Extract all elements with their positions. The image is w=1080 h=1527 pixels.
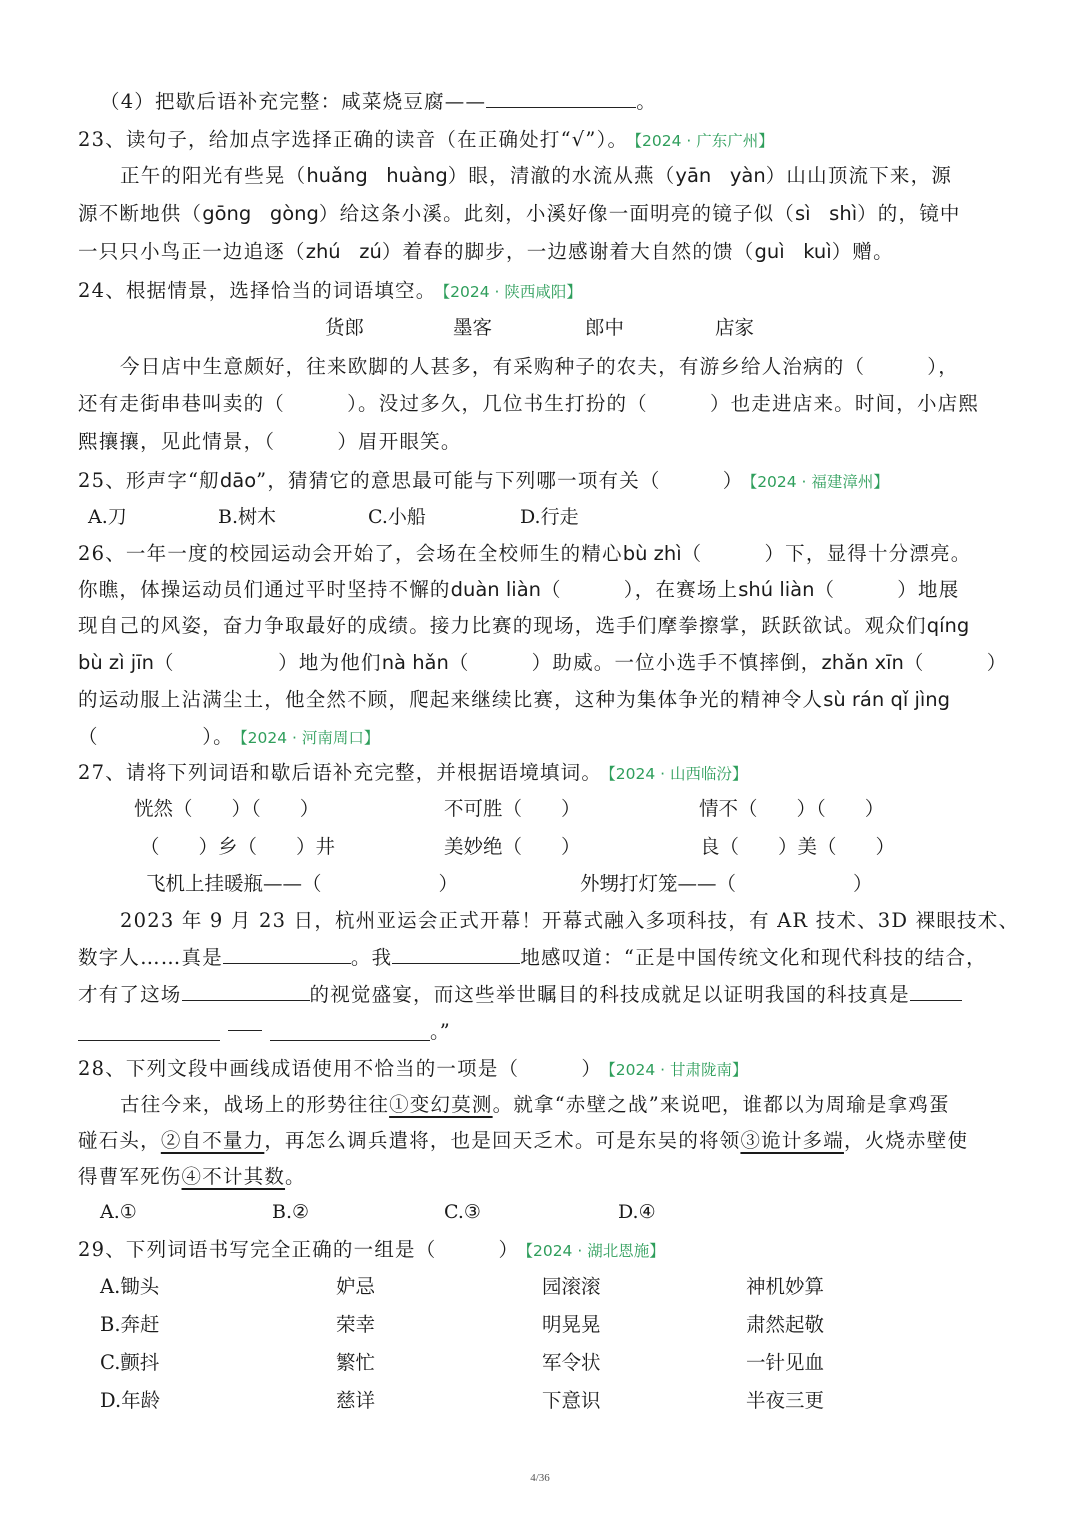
text: 。” [430, 1020, 450, 1043]
word: 肃然起敬 [746, 1313, 825, 1336]
pinyin-choice[interactable]: zhú zú [305, 240, 382, 263]
option-d[interactable]: D.④ [618, 1201, 656, 1223]
text: ”，猜猜它的意思最可能与下列哪一项有关（ ） [256, 469, 744, 492]
q29-option-a[interactable] [100, 1269, 900, 1305]
word: B.奔赶 [100, 1313, 160, 1336]
option-a[interactable]: A.刀 [88, 506, 127, 528]
word-option: 郎中 [585, 316, 625, 339]
source-tag: 【2024 · 河南周口】 [239, 729, 380, 747]
pinyin: sù rán qǐ jìng [823, 688, 951, 711]
q26-line-4 [78, 645, 1008, 681]
source-tag: 【2024 · 山西临汾】 [608, 765, 748, 783]
page-number: 4/36 [530, 1472, 550, 1484]
question-stem: 29、下列词语书写完全正确的一组是（ ） [78, 1238, 520, 1261]
pinyin: zhǎn xīn [821, 651, 904, 674]
pinyin-choice[interactable]: gōng gòng [202, 202, 319, 225]
underlined-idiom: ④不计其数 [181, 1165, 286, 1188]
pinyin: duàn liàn [450, 578, 541, 601]
q23-stem [78, 122, 1004, 158]
fill-item[interactable]: 恍然（ ）（ ） [134, 797, 320, 820]
text: 现自己的风姿，奋力争取最好的成绩。接力比赛的现场，选手们摩拳擦掌，跃跃欲试。观众们 [78, 614, 927, 637]
q24-stem [78, 273, 1004, 309]
word: D.年龄 [100, 1389, 161, 1412]
fill-item[interactable]: 美妙绝（ ） [444, 835, 581, 858]
fill-item[interactable]: （ ）乡（ ）井 [140, 835, 336, 858]
q28-line-1 [120, 1087, 1004, 1123]
source-tag: 【2024 · 广东广州】 [634, 132, 774, 150]
source-tag: 【2024 · 福建漳州】 [749, 473, 889, 491]
option-b[interactable]: B.② [272, 1201, 310, 1223]
word: 园滚滚 [542, 1275, 601, 1298]
text: 才有了这场 [78, 983, 182, 1006]
q25-stem [78, 463, 1004, 499]
word: 妒忌 [336, 1275, 376, 1298]
text: （ ） [903, 651, 1008, 674]
text: ，再怎么调兵遣将，也是回天乏术。可是东吴的将领 [264, 1129, 741, 1152]
fill-item[interactable]: 情不（ ）（ ） [699, 797, 885, 820]
q27-stem [78, 755, 1004, 791]
q22-part4-text: （4）把歇后语补充完整：咸菜烧豆腐—— [100, 90, 487, 113]
text: 你瞧，体操运动员们通过平时坚持不懈的 [78, 578, 451, 601]
q29-option-d[interactable] [100, 1383, 900, 1419]
text: 源不断地供（ [78, 202, 203, 225]
word: 慈详 [336, 1389, 376, 1412]
q29-option-b[interactable] [100, 1307, 900, 1343]
text: ）给这条小溪。此刻，小溪好像一面明亮的镜子似（ [318, 202, 795, 225]
question-stem: 27、请将下列词语和歇后语补充完整，并根据语境填词。 [78, 761, 603, 784]
fill-item[interactable]: 飞机上挂暖瓶——（ ） [146, 872, 459, 895]
pinyin-choice[interactable]: yān yàn [675, 164, 766, 187]
text: 的运动服上沾满尘土，他全然不顾，爬起来继续比赛，这种为集体争光的精神令人 [78, 688, 824, 711]
q24-line-2: 还有走街串巷叫卖的（ ）。没过多久，几位书生打扮的（ ）也走进店来。时间，小店熙 [78, 392, 980, 415]
underlined-idiom: ①变幻莫测 [389, 1093, 493, 1116]
source-tag: 【2024 · 湖北恩施】 [525, 1242, 665, 1260]
word: 半夜三更 [746, 1389, 825, 1412]
text: （ ），在赛场上 [541, 578, 739, 601]
option-d[interactable]: D.行走 [520, 506, 579, 528]
q22-part4-suffix: 。 [636, 90, 657, 113]
text: 的视觉盛宴，而这些举世瞩目的科技成就足以证明我国的科技真是 [309, 983, 910, 1006]
q26-line-5 [78, 682, 1004, 718]
q27-para-line-2 [78, 940, 1004, 976]
q23-line-1 [120, 158, 1004, 194]
text: ）的，镜中 [857, 202, 961, 225]
text: ）眼，清澈的水流从燕（ [447, 164, 676, 187]
answer-blank[interactable] [486, 85, 636, 108]
text: （ ）助威。一位小选手不慎摔倒， [448, 651, 822, 674]
pinyin: qíng [926, 614, 970, 637]
text: （ ）地为他们 [153, 651, 382, 674]
option-c[interactable]: C.小船 [368, 506, 426, 528]
q24-line-1: 今日店中生意颇好，往来欧脚的人甚多，有采购种子的农夫，有游乡给人治病的（ ）， [120, 355, 959, 378]
text: 。我 [350, 946, 393, 969]
q29-stem [78, 1232, 1004, 1268]
option-b[interactable]: B.树木 [218, 506, 277, 528]
q28-line-3 [78, 1159, 1004, 1195]
text: 古往今来，战场上的形势往往 [120, 1093, 390, 1116]
fill-item[interactable]: 不可胜（ ） [444, 797, 581, 820]
text: 数字人……真是 [78, 946, 223, 969]
question-stem: 24、根据情景，选择恰当的词语填空。 [78, 279, 437, 302]
q27-para-line-3 [78, 977, 1004, 1013]
pinyin-choice[interactable]: sì shì [795, 202, 858, 225]
word: 军令状 [542, 1351, 601, 1374]
word: 下意识 [542, 1389, 601, 1412]
text: （ ）下，显得十分漂亮。 [681, 542, 972, 565]
option-a[interactable]: A.① [100, 1201, 137, 1223]
word: A.锄头 [100, 1275, 160, 1298]
answer-blank[interactable] [270, 1024, 430, 1041]
source-tag: 【2024 · 甘肃陇南】 [608, 1061, 748, 1079]
fill-item[interactable]: 外甥打灯笼——（ ） [580, 872, 873, 895]
pinyin-choice[interactable]: huǎng huàng [306, 164, 448, 187]
word: 繁忙 [336, 1351, 376, 1374]
q26-line-6 [78, 719, 1004, 755]
text: 碰石头， [78, 1129, 161, 1152]
answer-blank[interactable] [392, 941, 520, 964]
fill-item[interactable]: 良（ ）美（ ） [700, 835, 896, 858]
q25-options [88, 499, 688, 535]
word: 神机妙算 [746, 1275, 825, 1298]
q24-line-3: 熙攘攘，见此情景，（ ）眉开眼笑。 [78, 430, 462, 453]
text: 地感叹道：“正是中国传统文化和现代科技的结合， [520, 946, 987, 969]
q27-row-2 [140, 829, 940, 865]
q27-para-line-1: 2023 年 9 月 23 日，杭州亚运会正式开幕！开幕式融入多项科技，有 AR 技术、3D 裸眼技术、 [120, 909, 1020, 932]
text: ）山山顶流下来，源 [765, 164, 953, 187]
answer-blank[interactable] [182, 978, 310, 1001]
underlined-idiom: ③诡计多端 [740, 1129, 844, 1152]
question-stem: 28、下列文段中画线成语使用不恰当的一项是（ ） [78, 1057, 603, 1080]
text: 26、一年一度的校园运动会开始了，会场在全校师生的精心 [78, 542, 623, 565]
word: 明晃晃 [542, 1313, 601, 1336]
q26-line-3 [78, 608, 1004, 644]
q23-line-2 [78, 196, 1004, 232]
text: （ ）。 [78, 725, 234, 748]
q26-line-1 [78, 536, 1004, 572]
question-stem: 23、读句子，给加点字选择正确的读音（在正确处打“√”）。 [78, 128, 629, 151]
word-option: 墨客 [453, 316, 493, 339]
q26-line-2 [78, 572, 1004, 608]
pinyin-choice[interactable]: guì kuì [754, 240, 832, 263]
pinyin: bù zì jīn [78, 651, 154, 674]
answer-blank[interactable] [910, 978, 962, 1001]
q28-stem [78, 1051, 1004, 1087]
q27-row-3 [146, 866, 946, 902]
word-option: 店家 [715, 316, 755, 339]
pinyin: nà hǎn [381, 651, 449, 674]
option-c[interactable]: C.③ [444, 1201, 481, 1223]
underlined-idiom: ②自不量力 [160, 1129, 265, 1152]
q27-para-line-4 [78, 1014, 678, 1050]
dash-separator [228, 1018, 262, 1031]
q29-option-c[interactable] [100, 1345, 900, 1381]
q27-row-1 [134, 791, 934, 827]
text: 。 [285, 1165, 306, 1188]
word-option: 货郎 [325, 316, 365, 339]
q23-line-3 [78, 234, 1004, 270]
text: ）赠。 [831, 240, 894, 263]
source-tag: 【2024 · 陕西咸阳】 [442, 283, 582, 301]
word: 一针见血 [746, 1351, 825, 1374]
text: 正午的阳光有些晃（ [120, 164, 307, 187]
text: ）着春的脚步，一边感谢着大自然的馈（ [381, 240, 755, 263]
q22-part4 [100, 84, 1004, 120]
q28-line-2 [78, 1123, 1004, 1159]
pinyin: shú liàn [738, 578, 815, 601]
answer-blank[interactable] [78, 1024, 220, 1041]
text: （ ）地展 [814, 578, 960, 601]
text: 25、形声字“舠 [78, 469, 220, 492]
pinyin: dāo [219, 469, 257, 492]
pinyin: bù zhì [622, 542, 682, 565]
word: C.颤抖 [100, 1351, 160, 1374]
text: 一只只小鸟正一边追逐（ [78, 240, 306, 263]
text: ，火烧赤壁使 [843, 1129, 969, 1152]
word: 荣幸 [336, 1313, 376, 1336]
q28-options [100, 1194, 800, 1230]
text: 。就拿“赤壁之战”来说吧，谁都以为周瑜是拿鸡蛋 [492, 1093, 950, 1116]
text: 得曹军死伤 [78, 1165, 182, 1188]
answer-blank[interactable] [223, 941, 351, 964]
